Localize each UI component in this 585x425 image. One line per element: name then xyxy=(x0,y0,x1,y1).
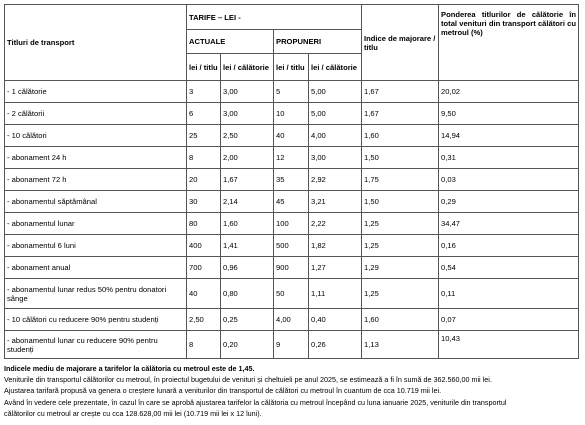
proposed-price-trip: 2,22 xyxy=(309,213,362,235)
current-price-ticket: 8 xyxy=(187,147,221,169)
current-price-ticket: 25 xyxy=(187,125,221,147)
header-proposed: PROPUNERI xyxy=(274,30,362,54)
revenue-share: 0,03 xyxy=(439,169,579,191)
proposed-price-ticket: 45 xyxy=(274,191,309,213)
proposed-price-ticket: 40 xyxy=(274,125,309,147)
header-increase-index: Indice de majorare / titlu xyxy=(362,5,439,81)
row-title: - abonament anual xyxy=(5,257,187,279)
table-row xyxy=(5,279,579,309)
increase-index: 1,50 xyxy=(362,147,439,169)
row-title: - abonamentul săptămânal xyxy=(5,191,187,213)
proposed-price-ticket: 10 xyxy=(274,103,309,125)
revenue-estimate-note: Veniturile din transportul călătorilor cu metroul, în proiectul bugetului de venituri și cheltuieli pe anul 2025, se estimează a fi în sumă de 362.560,00 mii lei. xyxy=(4,375,492,385)
table-row xyxy=(5,257,579,279)
row-title: - 10 călători xyxy=(5,125,187,147)
revenue-share: 0,07 xyxy=(439,309,579,331)
current-price-ticket: 8 xyxy=(187,331,221,359)
proposed-price-ticket: 5 xyxy=(274,81,309,103)
revenue-share: 0,29 xyxy=(439,191,579,213)
table-row xyxy=(5,331,579,359)
conclusion-note-continued: călătorilor cu metroul ar crește cu cca 128.628,00 mii lei (10.719 mii lei x 12 luni). xyxy=(4,408,262,418)
table-row xyxy=(5,169,579,191)
current-price-ticket: 6 xyxy=(187,103,221,125)
current-price-ticket: 700 xyxy=(187,257,221,279)
increase-index: 1,50 xyxy=(362,191,439,213)
table-row xyxy=(5,191,579,213)
row-title: - abonament 24 h xyxy=(5,147,187,169)
table-row xyxy=(5,213,579,235)
row-title: - abonamentul lunar cu reducere 90% pentru studenți xyxy=(5,331,187,359)
revenue-share: 20,02 xyxy=(439,81,579,103)
proposed-price-ticket: 35 xyxy=(274,169,309,191)
increase-index: 1,25 xyxy=(362,235,439,257)
current-price-trip: 0,25 xyxy=(221,309,274,331)
current-price-ticket: 40 xyxy=(187,279,221,309)
current-price-trip: 0,96 xyxy=(221,257,274,279)
row-title: - abonament 72 h xyxy=(5,169,187,191)
proposed-price-trip: 1,82 xyxy=(309,235,362,257)
row-title: - 2 călătorii xyxy=(5,103,187,125)
header-proposed-per-trip: lei / călătorie xyxy=(309,54,362,81)
increase-index: 1,60 xyxy=(362,309,439,331)
increase-index: 1,25 xyxy=(362,279,439,309)
revenue-share: 34,47 xyxy=(439,213,579,235)
row-title: - abonamentul 6 luni xyxy=(5,235,187,257)
revenue-share: 0,11 xyxy=(439,279,579,309)
header-current-per-trip: lei / călătorie xyxy=(221,54,274,81)
header-current-per-ticket: lei / titlu xyxy=(187,54,221,81)
header-transport-titles: Titluri de transport xyxy=(5,5,187,81)
current-price-ticket: 2,50 xyxy=(187,309,221,331)
header-proposed-per-ticket: lei / titlu xyxy=(274,54,309,81)
notes-section xyxy=(4,363,582,419)
increase-index: 1,60 xyxy=(362,125,439,147)
increase-index: 1,25 xyxy=(362,213,439,235)
row-title: - abonamentul lunar redus 50% pentru donatori sânge xyxy=(5,279,187,309)
table-row xyxy=(5,81,579,103)
current-price-trip: 3,00 xyxy=(221,81,274,103)
current-price-trip: 2,00 xyxy=(221,147,274,169)
current-price-ticket: 400 xyxy=(187,235,221,257)
proposed-price-trip: 4,00 xyxy=(309,125,362,147)
proposed-price-ticket: 12 xyxy=(274,147,309,169)
table-row xyxy=(5,235,579,257)
tariff-table xyxy=(4,4,579,359)
header-tariffs-group: TARIFE – LEI - xyxy=(187,5,362,30)
increase-index: 1,67 xyxy=(362,81,439,103)
current-price-trip: 1,67 xyxy=(221,169,274,191)
row-title: - 1 călătorie xyxy=(5,81,187,103)
monthly-increase-note: Ajustarea tarifară propusă va genera o creștere lunară a veniturilor din transportul de călători cu metroul în cuantum de cca 10.719 mii lei. xyxy=(4,386,442,396)
proposed-price-trip: 5,00 xyxy=(309,103,362,125)
increase-index: 1,75 xyxy=(362,169,439,191)
revenue-share: 0,54 xyxy=(439,257,579,279)
row-title: - abonamentul lunar xyxy=(5,213,187,235)
proposed-price-trip: 1,11 xyxy=(309,279,362,309)
revenue-share: 0,16 xyxy=(439,235,579,257)
table-row xyxy=(5,309,579,331)
current-price-trip: 3,00 xyxy=(221,103,274,125)
current-price-trip: 0,20 xyxy=(221,331,274,359)
average-index-note: Indicele mediu de majorare a tarifelor la călătoria cu metroul este de 1,45. xyxy=(4,364,255,373)
proposed-price-ticket: 4,00 xyxy=(274,309,309,331)
increase-index: 1,13 xyxy=(362,331,439,359)
conclusion-note: Având în vedere cele prezentate, în cazul în care se aprobă ajustarea tarifelor la călătoria cu metroul începând cu luna ianuarie 2025, veniturile din transportul xyxy=(4,397,507,407)
proposed-price-trip: 0,26 xyxy=(309,331,362,359)
table-row xyxy=(5,103,579,125)
current-price-ticket: 20 xyxy=(187,169,221,191)
revenue-share: 9,50 xyxy=(439,103,579,125)
proposed-price-ticket: 900 xyxy=(274,257,309,279)
revenue-share: 0,31 xyxy=(439,147,579,169)
header-current: ACTUALE xyxy=(187,30,274,54)
proposed-price-trip: 0,40 xyxy=(309,309,362,331)
proposed-price-ticket: 100 xyxy=(274,213,309,235)
revenue-share: 14,94 xyxy=(439,125,579,147)
current-price-trip: 2,14 xyxy=(221,191,274,213)
proposed-price-trip: 2,92 xyxy=(309,169,362,191)
current-price-trip: 0,80 xyxy=(221,279,274,309)
table-row xyxy=(5,125,579,147)
proposed-price-trip: 3,21 xyxy=(309,191,362,213)
increase-index: 1,67 xyxy=(362,103,439,125)
current-price-ticket: 80 xyxy=(187,213,221,235)
current-price-trip: 2,50 xyxy=(221,125,274,147)
current-price-ticket: 30 xyxy=(187,191,221,213)
proposed-price-trip: 3,00 xyxy=(309,147,362,169)
increase-index: 1,29 xyxy=(362,257,439,279)
proposed-price-ticket: 50 xyxy=(274,279,309,309)
proposed-price-ticket: 9 xyxy=(274,331,309,359)
revenue-share: 10,43 xyxy=(439,331,579,359)
header-revenue-share: Ponderea titlurilor de călătorie în total venituri din transport călători cu metroul (%) xyxy=(439,5,579,81)
table-row xyxy=(5,147,579,169)
proposed-price-trip: 1,27 xyxy=(309,257,362,279)
current-price-trip: 1,60 xyxy=(221,213,274,235)
current-price-ticket: 3 xyxy=(187,81,221,103)
proposed-price-ticket: 500 xyxy=(274,235,309,257)
row-title: - 10 călători cu reducere 90% pentru studenți xyxy=(5,309,187,331)
current-price-trip: 1,41 xyxy=(221,235,274,257)
proposed-price-trip: 5,00 xyxy=(309,81,362,103)
